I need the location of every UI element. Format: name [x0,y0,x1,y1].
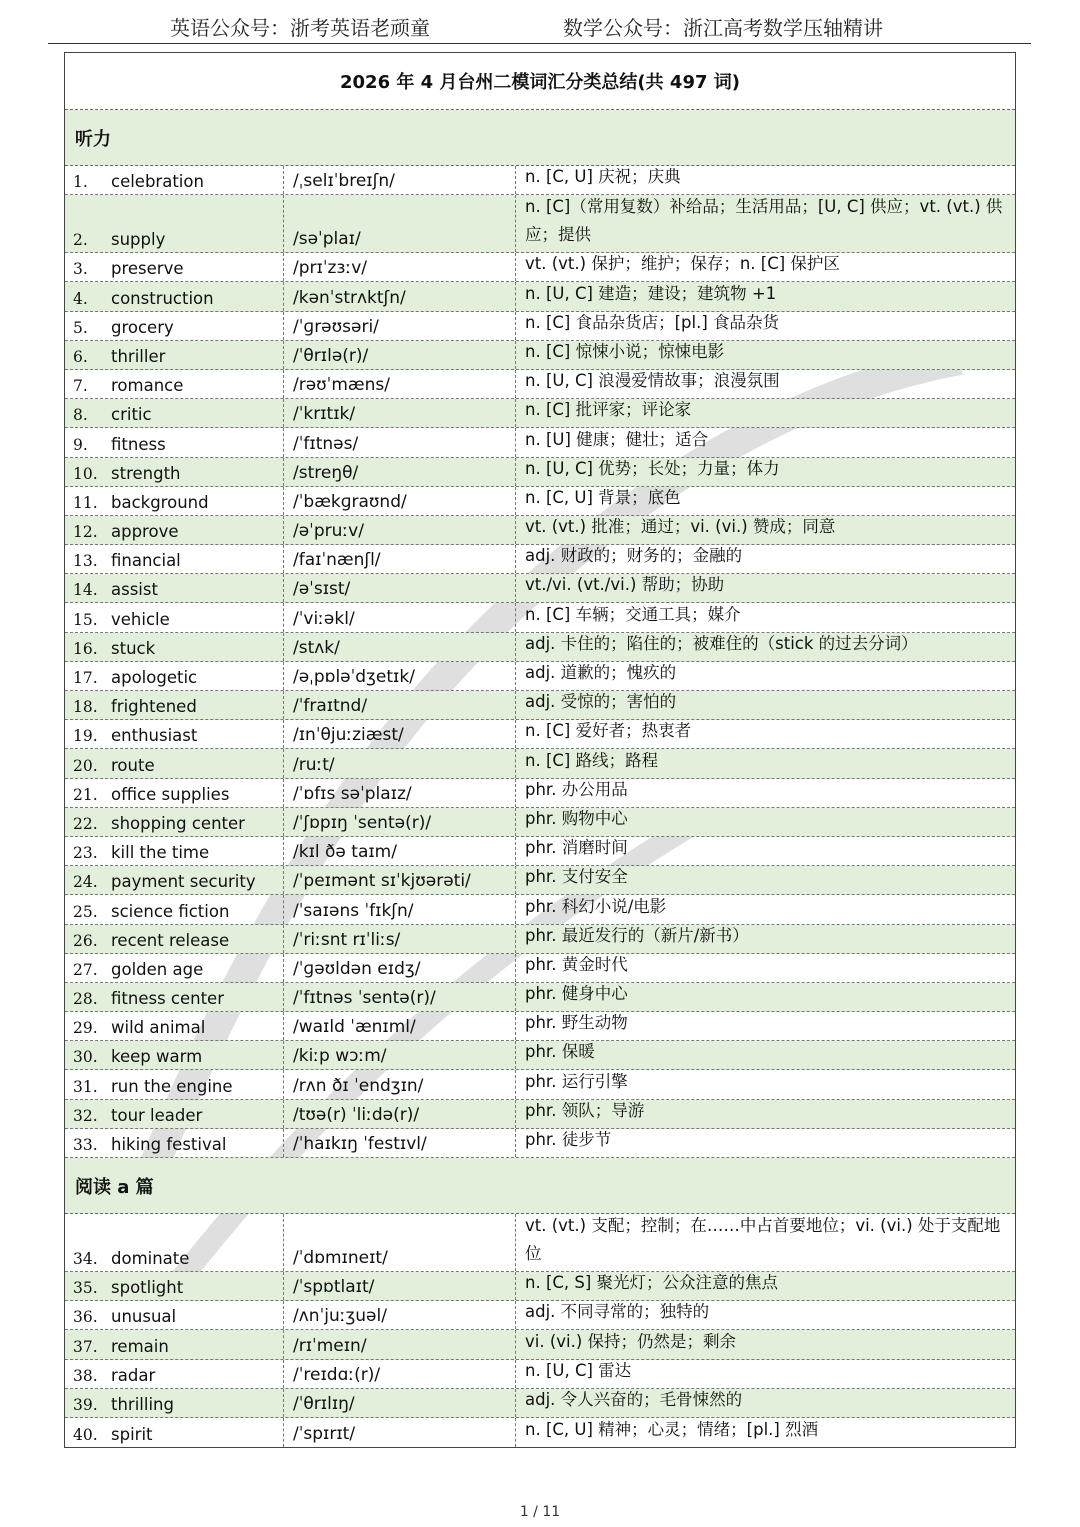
table-row [65,1272,1015,1301]
entry-word: run the engine [111,1076,233,1096]
word-cell [65,1012,284,1040]
table-row [65,866,1015,895]
phonetic-cell: /ˈθrɪlə(r)/ [284,341,516,369]
entry-word: construction [111,288,214,308]
definition-cell: adj. 不同寻常的；独特的 [525,1302,710,1322]
entry-number: 28. [73,990,98,1009]
phonetic-cell: /ˈhaɪkɪŋ ˈfestɪvl/ [284,1129,516,1157]
definition-cell: vt. (vt.) 支配；控制；在……中占首要地位；vi. (vi.) 处于支配地位 [525,1216,1001,1263]
phonetic-cell: /stʌk/ [284,633,516,661]
phonetic-cell: /ɪnˈθjuːziæst/ [284,720,516,748]
definition-cell: n. [U, C] 优势；长处；力量；体力 [525,458,780,478]
word-cell [65,603,284,631]
word-cell [65,516,284,544]
entry-word: approve [111,522,179,542]
word-cell [65,312,284,340]
definition-cell: n. [C] 食品杂货店；[pl.] 食品杂货 [525,312,780,332]
word-cell [65,925,284,953]
table-row [65,1041,1015,1070]
definition-cell: n. [C] 车辆；交通工具；媒介 [525,604,741,624]
definition-cell: n. [C] 批评家；评论家 [525,400,692,420]
entry-number: 34. [73,1250,98,1268]
entry-number: 4. [73,289,88,308]
phonetic-cell: /ˈspɪrɪt/ [284,1418,516,1447]
entry-word: grocery [111,317,174,337]
word-cell [65,545,284,573]
word-cell [65,1418,284,1447]
definition-cell: phr. 黄金时代 [525,954,628,974]
word-cell [65,662,284,690]
phonetic-cell: /ˈdɒmɪneɪt/ [284,1214,516,1271]
phonetic-cell: /prɪˈzɜːv/ [284,253,516,281]
entry-number: 25. [73,902,98,921]
entry-number: 38. [73,1366,98,1385]
entry-word: fitness center [111,989,224,1009]
table-row [65,1012,1015,1041]
definition-cell: phr. 徒步节 [525,1130,612,1149]
table-row [65,282,1015,311]
phonetic-cell: /ˈfɪtnəs/ [284,428,516,456]
phonetic-cell: /kɪl ðə taɪm/ [284,837,516,865]
word-cell [65,1129,284,1157]
word-cell [65,1389,284,1417]
entry-word: remain [111,1336,169,1356]
table-row [65,925,1015,954]
entry-number: 23. [73,844,98,863]
entry-number: 36. [73,1308,98,1327]
entry-number: 7. [73,377,88,396]
phonetic-cell: /kənˈstrʌktʃn/ [284,282,516,310]
word-cell [65,895,284,923]
table-row [65,399,1015,428]
definition-cell: n. [C] 路线；路程 [525,750,659,770]
word-cell [65,1360,284,1388]
entry-number: 12. [73,523,98,542]
entry-word: unusual [111,1307,177,1327]
entry-word: radar [111,1365,156,1385]
table-row [65,983,1015,1012]
table-row [65,1418,1015,1447]
entry-number: 27. [73,960,98,979]
word-cell [65,399,284,427]
table-row [65,954,1015,983]
table-row [65,895,1015,924]
header-left-text: 英语公众号：浙考英语老顽童 [170,16,430,40]
definition-cell: n. [C, U] 背景；底色 [525,487,681,507]
phonetic-cell: /ˈspɒtlaɪt/ [284,1272,516,1300]
definition-cell: n. [C, S] 聚光灯；公众注意的焦点 [525,1273,779,1293]
word-cell [65,633,284,661]
definition-cell: adj. 道歉的；愧疚的 [525,663,677,682]
phonetic-cell: /əˌpɒləˈdʒetɪk/ [284,662,516,690]
table-row [65,837,1015,866]
entry-word: hiking festival [111,1135,227,1154]
entry-number: 16. [73,639,98,658]
entry-number: 22. [73,814,98,833]
phonetic-cell: /ˈreɪdɑː(r)/ [284,1360,516,1388]
entry-word: romance [111,376,184,396]
entry-word: apologetic [111,668,198,687]
phonetic-cell: /ˌselɪˈbreɪʃn/ [284,166,516,194]
phonetic-cell: /rəʊˈmæns/ [284,370,516,398]
phonetic-cell: /ˈkrɪtɪk/ [284,399,516,427]
entry-word: wild animal [111,1018,206,1038]
entry-word: financial [111,551,181,571]
entry-word: tour leader [111,1105,203,1125]
entry-word: supply [111,230,166,250]
phonetic-cell: /faɪˈnænʃl/ [284,545,516,573]
word-cell [65,341,284,369]
entry-word: office supplies [111,784,230,804]
table-row [65,487,1015,516]
definition-cell: n. [U, C] 雷达 [525,1360,632,1380]
phonetic-cell: /rɪˈmeɪn/ [284,1330,516,1358]
entry-number: 30. [73,1048,98,1067]
word-cell [65,195,284,252]
table-row [65,662,1015,691]
word-cell [65,1214,284,1271]
definition-cell: n. [C, U] 庆祝；庆典 [525,167,681,187]
word-cell [65,837,284,865]
definition-cell: n. [C] 爱好者；热衷者 [525,721,692,741]
word-cell [65,749,284,777]
definition-cell: adj. 受惊的；害怕的 [525,692,677,712]
definition-cell: vt. (vt.) 保护；维护；保存；n. [C] 保护区 [525,254,840,274]
table-row [65,1360,1015,1389]
phonetic-cell: /rʌn ðɪ ˈendʒɪn/ [284,1070,516,1098]
page-number: 1 / 11 [519,1504,561,1520]
entry-word: science fiction [111,901,230,921]
entry-number: 35. [73,1279,98,1298]
word-cell [65,866,284,894]
entry-number: 2. [73,231,88,250]
definition-cell: vt. (vt.) 批准；通过；vi. (vi.) 赞成；同意 [525,517,836,537]
definition-cell: n. [C] 惊悚小说；惊悚电影 [525,341,725,361]
word-cell [65,458,284,486]
word-cell [65,1272,284,1300]
definition-cell: adj. 令人兴奋的；毛骨悚然的 [525,1389,743,1409]
word-cell [65,1330,284,1358]
entry-word: keep warm [111,1047,203,1067]
entry-number: 17. [73,669,98,687]
table-row [65,1330,1015,1359]
phonetic-cell: /ˈpeɪmənt sɪˈkjʊərəti/ [284,866,516,894]
table-row [65,312,1015,341]
entry-number: 13. [73,552,98,571]
phonetic-cell: /tʊə(r) ˈliːdə(r)/ [284,1100,516,1128]
table-row [65,195,1015,253]
entry-number: 11. [73,493,98,512]
table-row [65,574,1015,603]
entry-word: stuck [111,638,156,658]
phonetic-cell: /ˈfraɪtnd/ [284,691,516,719]
table-title: 2026 年 4 月台州二模词汇分类总结(共 497 词) [65,53,1015,110]
phonetic-cell: /ruːt/ [284,749,516,777]
entry-number: 21. [73,785,98,804]
entry-number: 37. [73,1337,98,1356]
entry-number: 8. [73,406,88,425]
header-divider [48,43,1031,44]
entry-number: 20. [73,756,98,775]
table-row [65,1301,1015,1330]
definition-cell: phr. 科幻小说/电影 [525,896,667,916]
entry-number: 39. [73,1395,98,1414]
entry-word: spirit [111,1425,153,1445]
word-cell [65,253,284,281]
table-row [65,633,1015,662]
phonetic-cell: /ˈriːsnt rɪˈliːs/ [284,925,516,953]
definition-cell: n. [C]（常用复数）补给品；生活用品；[U, C] 供应；vt. (vt.) 供应；提供 [525,197,1003,245]
table-row [65,603,1015,632]
entry-word: preserve [111,259,184,279]
entry-word: vehicle [111,609,170,629]
definition-cell: n. [U, C] 建造；建设；建筑物 +1 [525,283,777,303]
entry-word: payment security [111,872,256,892]
table-row [65,1389,1015,1418]
entry-word: background [111,492,209,512]
word-cell [65,1041,284,1069]
definition-cell: adj. 财政的；财务的；金融的 [525,546,743,566]
table-row [65,779,1015,808]
phonetic-cell: /ˈbækɡraʊnd/ [284,487,516,515]
phonetic-cell: /əˈsɪst/ [284,574,516,602]
entry-number: 10. [73,464,98,483]
phonetic-cell: /ˈfɪtnəs ˈsentə(r)/ [284,983,516,1011]
definition-cell: phr. 领队；导游 [525,1100,645,1120]
entry-number: 18. [73,698,98,717]
definition-cell: vt./vi. (vt./vi.) 帮助；协助 [525,575,725,595]
entry-number: 14. [73,581,98,600]
definition-cell: phr. 购物中心 [525,808,628,828]
word-cell [65,1100,284,1128]
entry-number: 31. [73,1077,98,1096]
definition-cell: phr. 运行引擎 [525,1071,628,1091]
entry-number: 15. [73,610,98,629]
table-row [65,370,1015,399]
definition-cell: phr. 健身中心 [525,984,628,1004]
definition-cell: phr. 办公用品 [525,779,628,799]
word-cell [65,1301,284,1329]
entry-word: assist [111,580,158,600]
table-row [65,1214,1015,1272]
word-cell [65,983,284,1011]
table-row [65,166,1015,195]
entry-word: fitness [111,434,166,454]
word-cell [65,720,284,748]
table-row [65,808,1015,837]
entry-word: shopping center [111,813,245,833]
entry-word: strength [111,463,181,483]
table-row [65,1100,1015,1129]
word-cell [65,487,284,515]
vocabulary-table [64,52,1016,1448]
page-header [0,0,1080,44]
table-row [65,691,1015,720]
entry-number: 26. [73,931,98,950]
entry-word: frightened [111,697,197,717]
phonetic-cell: /əˈpruːv/ [284,516,516,544]
entry-number: 3. [73,260,88,279]
table-row [65,545,1015,574]
entry-number: 6. [73,347,88,366]
phonetic-cell: /ʌnˈjuːʒuəl/ [284,1301,516,1329]
entry-number: 19. [73,727,98,746]
table-row [65,749,1015,778]
phonetic-cell: /ˈviːəkl/ [284,603,516,631]
phonetic-cell: /ˈɡrəʊsəri/ [284,312,516,340]
definition-cell: phr. 野生动物 [525,1013,628,1033]
word-cell [65,370,284,398]
entry-word: critic [111,405,152,425]
phonetic-cell: /streŋθ/ [284,458,516,486]
definition-cell: phr. 支付安全 [525,867,628,887]
table-row [65,428,1015,457]
entry-word: enthusiast [111,726,198,746]
phonetic-cell: /ˈʃɒpɪŋ ˈsentə(r)/ [284,808,516,836]
entry-word: celebration [111,172,204,192]
phonetic-cell: /ˈθrɪlɪŋ/ [284,1389,516,1417]
section-heading: 听力 [65,110,1015,166]
entry-number: 9. [73,435,88,454]
definition-cell: vi. (vi.) 保持；仍然是；剩余 [525,1331,737,1351]
definition-cell: adj. 卡住的；陷住的；被难住的（stick 的过去分词） [525,633,918,653]
entry-word: kill the time [111,843,210,863]
entry-number: 32. [73,1106,98,1125]
table-row [65,253,1015,282]
phonetic-cell: /kiːp wɔːm/ [284,1041,516,1069]
table-row [65,1129,1015,1158]
phonetic-cell: /waɪld ˈænɪml/ [284,1012,516,1040]
definition-cell: phr. 最近发行的（新片/新书） [525,925,749,945]
table-row [65,1070,1015,1099]
entry-word: route [111,755,155,775]
entry-word: recent release [111,930,230,950]
phonetic-cell: /ˈsaɪəns ˈfɪkʃn/ [284,895,516,923]
entry-number: 5. [73,318,88,337]
table-row [65,341,1015,370]
header-right-text: 数学公众号：浙江高考数学压轴精讲 [563,16,883,40]
table-row [65,458,1015,487]
entry-word: thrilling [111,1394,174,1414]
entry-word: spotlight [111,1278,184,1298]
word-cell [65,691,284,719]
entry-number: 33. [73,1136,98,1154]
word-cell [65,428,284,456]
phonetic-cell: /ˈɡəʊldən eɪdʒ/ [284,954,516,982]
definition-cell: n. [U] 健康；健壮；适合 [525,429,709,449]
word-cell [65,574,284,602]
entry-number: 40. [73,1426,98,1445]
entry-number: 24. [73,873,98,892]
entry-number: 1. [73,173,88,192]
entry-number: 29. [73,1019,98,1038]
definition-cell: n. [U, C] 浪漫爱情故事；浪漫氛围 [525,371,780,391]
word-cell [65,282,284,310]
word-cell [65,1070,284,1098]
table-row [65,720,1015,749]
definition-cell: n. [C, U] 精神；心灵；情绪；[pl.] 烈酒 [525,1420,819,1440]
word-cell [65,808,284,836]
word-cell [65,779,284,807]
entry-word: thriller [111,346,166,366]
section-heading: 阅读 a 篇 [65,1158,1015,1214]
definition-cell: phr. 消磨时间 [525,838,628,858]
entry-word: dominate [111,1249,190,1268]
entry-word: golden age [111,959,204,979]
table-row [65,516,1015,545]
word-cell [65,954,284,982]
word-cell [65,166,284,194]
phonetic-cell: /səˈplaɪ/ [284,195,516,252]
definition-cell: phr. 保暖 [525,1042,595,1062]
phonetic-cell: /ˈɒfɪs səˈplaɪz/ [284,779,516,807]
